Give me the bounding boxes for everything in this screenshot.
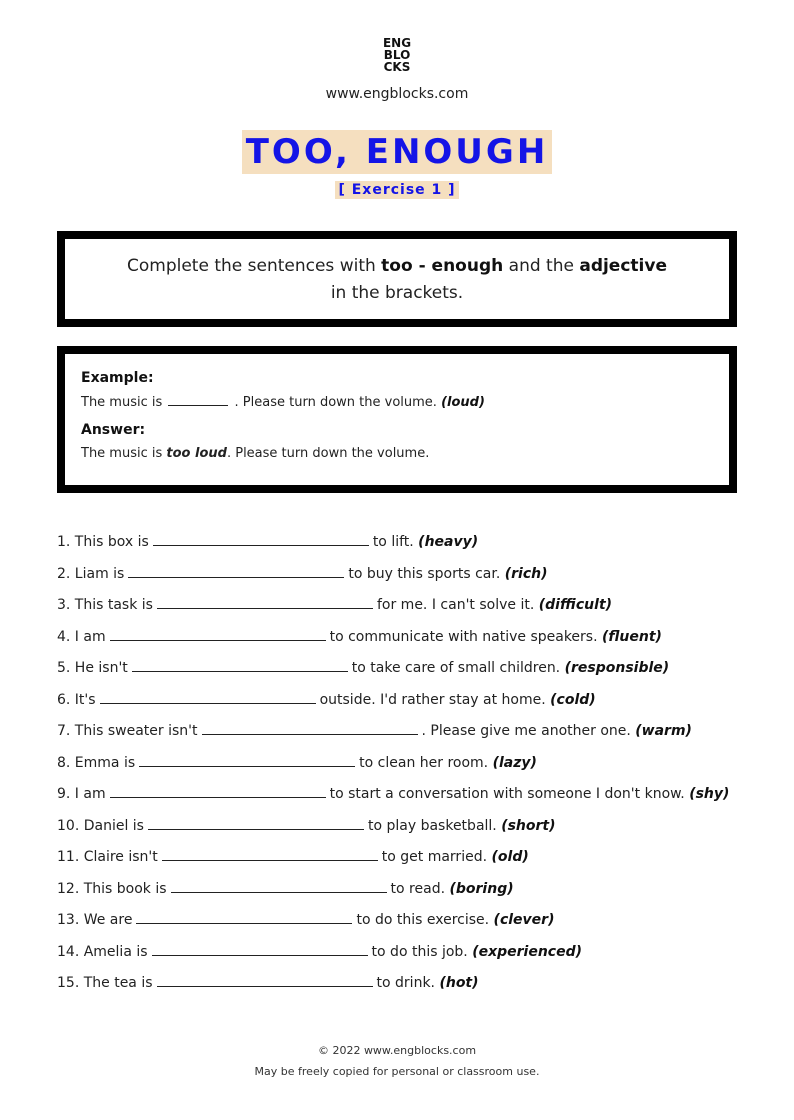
question-hint: (hot) [439, 975, 479, 991]
question-hint: (cold) [550, 691, 596, 708]
question-item [57, 528, 757, 560]
question-hint: (heavy) [418, 534, 479, 550]
question-before: 10. Daniel is [57, 817, 144, 834]
question-after: to lift. [372, 534, 414, 550]
question-after: to do this exercise. [356, 912, 490, 928]
answer-end: . Please turn down the volume. [226, 446, 430, 461]
answer-blank[interactable] [157, 591, 373, 609]
question-after: to play basketball. [367, 817, 497, 834]
question-hint: (rich) [504, 565, 548, 582]
question-after: . Please give me another one. [421, 723, 631, 739]
question-before: 14. Amelia is [57, 943, 148, 960]
question-item [57, 654, 757, 686]
question-hint: (clever) [493, 912, 555, 928]
answer-heading: Answer: [81, 422, 146, 438]
answer-blank[interactable] [152, 938, 368, 956]
answer-blank[interactable] [132, 654, 348, 672]
answer-blank[interactable] [110, 623, 326, 641]
footer-copyright: © 2022 www.engblocks.com [317, 1044, 477, 1057]
question-hint: (short) [501, 817, 556, 834]
question-after: to clean her room. [359, 754, 489, 771]
question-after: to start a conversation with someone I don't know. [329, 786, 685, 802]
question-item [57, 623, 757, 655]
question-item [57, 969, 757, 1001]
question-after: to take care of small children. [351, 660, 561, 676]
example-sentence-start: The music is [81, 395, 163, 410]
question-item [57, 812, 757, 844]
question-before: 9. I am [57, 786, 106, 802]
question-hint: (fluent) [602, 628, 662, 645]
instruction-bold-2: adjective [579, 256, 667, 276]
question-before: 6. It's [57, 691, 96, 708]
question-item [57, 717, 757, 749]
question-hint: (responsible) [564, 660, 670, 676]
answer-blank[interactable] [148, 812, 364, 830]
answer-word: too loud [166, 446, 227, 461]
question-before: 11. Claire isn't [57, 849, 158, 865]
question-after: to communicate with native speakers. [329, 628, 598, 645]
question-before: 8. Emma is [57, 754, 136, 771]
question-after: outside. I'd rather stay at home. [319, 691, 546, 708]
question-hint: (difficult) [538, 597, 613, 613]
question-item [57, 749, 757, 781]
question-before: 2. Liam is [57, 565, 125, 582]
question-hint: (old) [491, 849, 529, 865]
question-before: 15. The tea is [57, 975, 153, 991]
logo-line-2: BLO [383, 48, 411, 62]
question-item [57, 906, 757, 938]
instruction-text-1: Complete the sentences with [127, 256, 382, 276]
question-after: to buy this sports car. [348, 565, 501, 582]
answer-blank[interactable] [153, 528, 369, 546]
answer-start: The music is [81, 446, 167, 461]
question-item [57, 843, 757, 875]
answer-sentence [81, 446, 713, 461]
instruction-text-2: and the [503, 256, 580, 276]
logo-line-3: CKS [383, 60, 411, 74]
question-after: to get married. [381, 849, 488, 865]
question-item [57, 686, 757, 718]
answer-blank[interactable] [110, 780, 326, 798]
question-before: 3. This task is [57, 597, 153, 613]
exercise-label: [ Exercise 1 ] [335, 181, 458, 199]
instruction-text-3: in the brackets. [330, 283, 464, 303]
question-item [57, 938, 757, 970]
question-after: to read. [390, 880, 446, 897]
question-before: 4. I am [57, 628, 106, 645]
answer-blank[interactable] [171, 875, 387, 893]
example-blank [168, 394, 228, 406]
example-box [57, 346, 737, 493]
question-hint: (shy) [689, 786, 730, 802]
page-title: TOO, ENOUGH [242, 130, 553, 174]
answer-blank[interactable] [139, 749, 355, 767]
footer-license: May be freely copied for personal or classroom use. [254, 1065, 540, 1078]
question-item [57, 591, 757, 623]
engblocks-logo [0, 37, 794, 75]
example-sentence-end: . Please turn down the volume. [234, 395, 437, 410]
question-after: to do this job. [371, 943, 468, 960]
instruction-bold-1: too - enough [381, 256, 504, 276]
question-before: 5. He isn't [57, 660, 128, 676]
answer-blank[interactable] [100, 686, 316, 704]
question-before: 13. We are [57, 912, 133, 928]
question-before: 7. This sweater isn't [57, 723, 198, 739]
question-after: to drink. [376, 975, 435, 991]
site-url: www.engblocks.com [325, 86, 469, 102]
question-list [57, 528, 757, 1001]
example-heading: Example: [81, 370, 154, 386]
question-hint: (boring) [449, 880, 514, 897]
answer-blank[interactable] [202, 717, 418, 735]
instruction-box [57, 231, 737, 327]
question-item [57, 780, 757, 812]
question-hint: (experienced) [472, 943, 583, 960]
question-hint: (warm) [635, 723, 692, 739]
question-after: for me. I can't solve it. [376, 597, 535, 613]
question-before: 1. This box is [57, 534, 149, 550]
question-hint: (lazy) [492, 754, 537, 771]
answer-blank[interactable] [128, 560, 344, 578]
logo-line-1: ENG [382, 36, 412, 50]
example-hint: (loud) [441, 395, 485, 410]
question-item [57, 875, 757, 907]
answer-blank[interactable] [157, 969, 373, 987]
question-before: 12. This book is [57, 880, 167, 897]
question-item [57, 560, 757, 592]
example-sentence [81, 394, 713, 410]
answer-blank[interactable] [136, 906, 352, 924]
answer-blank[interactable] [162, 843, 378, 861]
